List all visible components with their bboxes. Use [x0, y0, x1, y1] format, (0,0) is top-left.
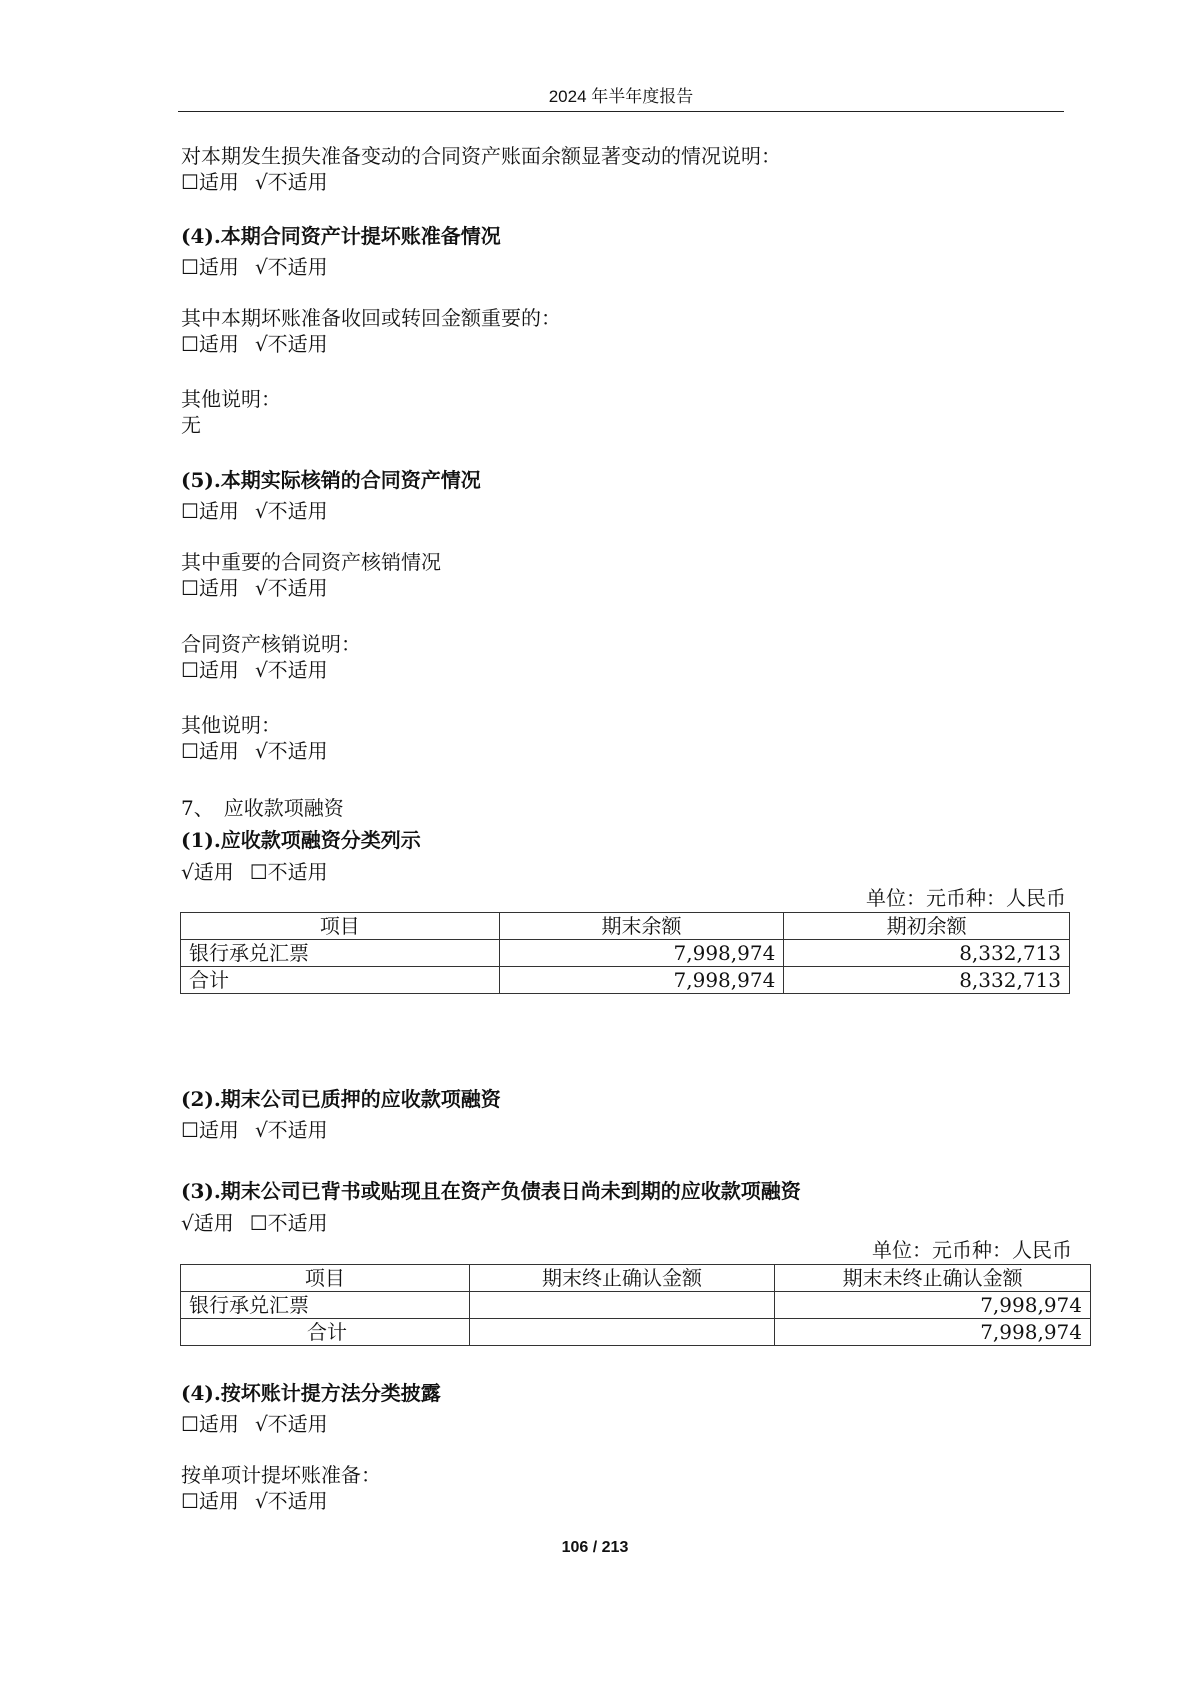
- checkbox-applicable[interactable]: √适用: [181, 860, 234, 884]
- other-notes-value: 无: [181, 413, 201, 437]
- checkbox-applicable[interactable]: √适用: [181, 1211, 234, 1235]
- option-row: [181, 497, 328, 525]
- section-heading: (1).应收款项融资分类列示: [181, 828, 421, 852]
- table-cell: 8,332,713: [784, 967, 1070, 994]
- receivables-financing-table: [180, 912, 1070, 994]
- section-heading: (3).期末公司已背书或贴现且在资产负债表日尚未到期的应收款项融资: [181, 1179, 801, 1203]
- checkbox-not-applicable[interactable]: √不适用: [254, 739, 328, 763]
- table-row: [181, 1292, 1091, 1319]
- endorsed-discounted-table: [180, 1264, 1091, 1346]
- chapter-heading: 7、 应收款项融资: [181, 796, 344, 820]
- section-heading: (4).本期合同资产计提坏账准备情况: [181, 224, 501, 248]
- table-header-cell: 项目: [181, 913, 500, 940]
- table-row: [181, 1319, 1091, 1346]
- section-heading: (2).期末公司已质押的应收款项融资: [181, 1087, 501, 1111]
- option-row: [181, 858, 328, 886]
- checkbox-not-applicable[interactable]: √不适用: [254, 576, 328, 600]
- page-header: 2024 年半年度报告: [548, 87, 694, 106]
- table-cell: 7,998,974: [775, 1292, 1091, 1319]
- checkbox-applicable[interactable]: ☐适用: [181, 499, 239, 523]
- table-cell: 银行承兑汇票: [181, 940, 500, 967]
- checkbox-applicable[interactable]: ☐适用: [181, 1118, 239, 1142]
- table-cell: 7,998,974: [499, 967, 784, 994]
- option-row: [181, 737, 328, 765]
- table-header-cell: 期初余额: [784, 913, 1070, 940]
- single-item-provision-label: 按单项计提坏账准备：: [181, 1463, 381, 1487]
- checkbox-not-applicable[interactable]: √不适用: [254, 1118, 328, 1142]
- option-row: [181, 253, 328, 281]
- section-heading: (5).本期实际核销的合同资产情况: [181, 468, 481, 492]
- header-divider: [178, 111, 1064, 112]
- option-row: [181, 330, 328, 358]
- option-row: [181, 168, 328, 196]
- contract-asset-change-note: 对本期发生损失准备变动的合同资产账面余额显著变动的情况说明：: [181, 144, 781, 168]
- checkbox-applicable[interactable]: ☐适用: [181, 576, 239, 600]
- checkbox-not-applicable[interactable]: √不适用: [254, 499, 328, 523]
- option-row: [181, 1116, 328, 1144]
- option-row: [181, 1410, 328, 1438]
- page-number: 106 / 213: [561, 1539, 629, 1556]
- table-header-cell: 期末终止确认金额: [469, 1265, 775, 1292]
- checkbox-applicable[interactable]: ☐适用: [181, 332, 239, 356]
- table-header-row: [181, 1265, 1091, 1292]
- table-row: [181, 967, 1070, 994]
- table-cell: [469, 1292, 775, 1319]
- option-row: [181, 1209, 328, 1237]
- checkbox-applicable[interactable]: ☐适用: [181, 170, 239, 194]
- recovery-note: 其中本期坏账准备收回或转回金额重要的：: [181, 306, 561, 330]
- table-cell: 合计: [181, 1319, 470, 1346]
- checkbox-applicable[interactable]: ☐适用: [181, 255, 239, 279]
- table-cell: 8,332,713: [784, 940, 1070, 967]
- option-row: [181, 1487, 328, 1515]
- option-row: [181, 574, 328, 602]
- table-header-cell: 项目: [181, 1265, 470, 1292]
- table-cell: 7,998,974: [775, 1319, 1091, 1346]
- section-heading: (4).按坏账计提方法分类披露: [181, 1381, 441, 1405]
- checkbox-not-applicable[interactable]: √不适用: [254, 255, 328, 279]
- unit-label: 单位：元币种：人民币: [872, 1238, 1072, 1262]
- other-notes-label: 其他说明：: [181, 713, 281, 737]
- table-cell: 合计: [181, 967, 500, 994]
- table-row: [181, 940, 1070, 967]
- checkbox-not-applicable[interactable]: √不适用: [254, 332, 328, 356]
- table-cell: 7,998,974: [499, 940, 784, 967]
- checkbox-not-applicable[interactable]: √不适用: [254, 170, 328, 194]
- checkbox-not-applicable[interactable]: ☐不适用: [249, 860, 328, 884]
- table-header-row: [181, 913, 1070, 940]
- unit-label: 单位：元币种：人民币: [866, 886, 1066, 910]
- other-notes-label: 其他说明：: [181, 387, 281, 411]
- checkbox-not-applicable[interactable]: √不适用: [254, 1489, 328, 1513]
- checkbox-applicable[interactable]: ☐适用: [181, 1412, 239, 1436]
- writeoff-note-label: 合同资产核销说明：: [181, 632, 361, 656]
- checkbox-applicable[interactable]: ☐适用: [181, 658, 239, 682]
- checkbox-applicable[interactable]: ☐适用: [181, 1489, 239, 1513]
- checkbox-not-applicable[interactable]: √不适用: [254, 1412, 328, 1436]
- table-cell: 银行承兑汇票: [181, 1292, 470, 1319]
- table-header-cell: 期末余额: [499, 913, 784, 940]
- checkbox-not-applicable[interactable]: √不适用: [254, 658, 328, 682]
- table-cell: [469, 1319, 775, 1346]
- checkbox-not-applicable[interactable]: ☐不适用: [249, 1211, 328, 1235]
- option-row: [181, 656, 328, 684]
- writeoff-important-label: 其中重要的合同资产核销情况: [181, 550, 441, 574]
- table-header-cell: 期末未终止确认金额: [775, 1265, 1091, 1292]
- checkbox-applicable[interactable]: ☐适用: [181, 739, 239, 763]
